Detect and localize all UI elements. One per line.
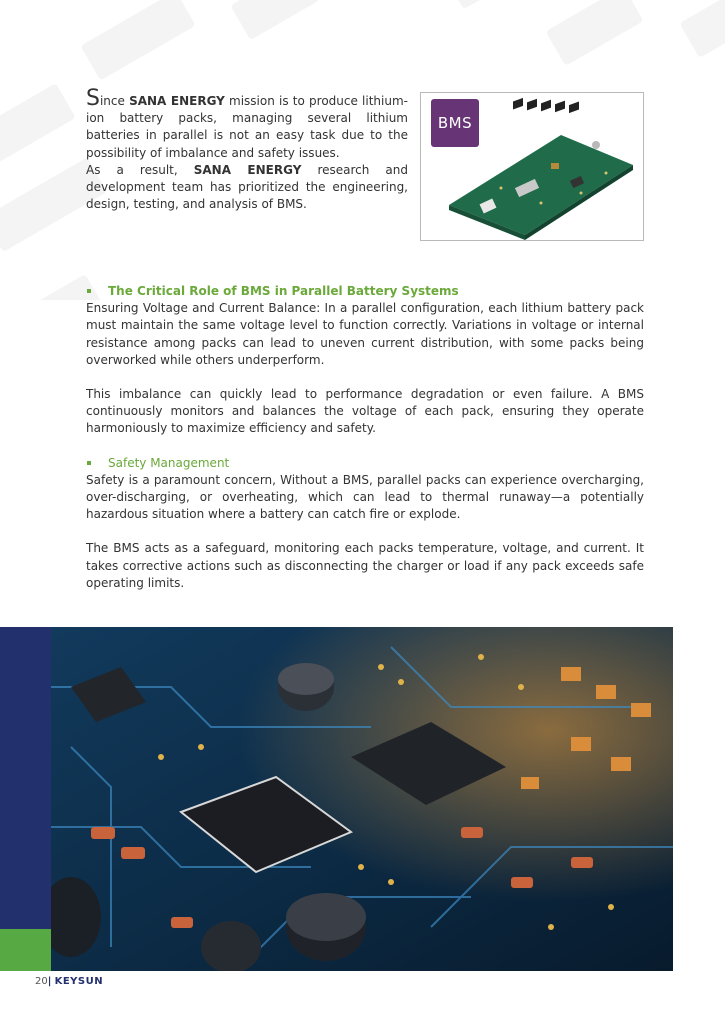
paragraph: Safety is a paramount concern, Without a BMS, parallel packs can experience overcharging, over-discharging, or overheating, which can lead to thermal runaway—a potentially hazardous situation where a battery can catch fire or explode.: [86, 472, 644, 522]
section-heading-bms-role: [86, 283, 644, 300]
paragraph: The BMS acts as a safeguard, monitoring each packs temperature, voltage, and current. It takes corrective actions such as disconnecting the charger or load if any pack exceeds safe operating limits.: [86, 541, 644, 590]
side-bar-green: [0, 929, 51, 971]
company-name: SANA ENERGY: [129, 94, 225, 108]
body-content: [86, 283, 644, 592]
intro-text: As a result,: [86, 162, 194, 177]
section-heading-safety: [86, 455, 644, 472]
intro-text: ince: [99, 94, 130, 108]
page-footer: [35, 976, 103, 987]
heading-text: The Critical Role of BMS in Parallel Battery Systems: [108, 284, 459, 298]
bullet-icon: [87, 289, 91, 293]
intro-paragraph: [86, 86, 408, 213]
intro-text: mission is to produce lithium-ion battery packs, managing several lithium batteries in parallel is not an easy task due to the possibility of imbalance and safety issues.: [86, 94, 408, 160]
circuit-board-photo: [51, 627, 673, 971]
bms-badge: BMS: [431, 99, 479, 147]
side-bar-blue: [0, 627, 51, 929]
dropcap: S: [86, 86, 100, 111]
intro-text: research and development team has prioritized the engineering, design, testing, and analysis of BMS.: [86, 162, 408, 212]
footer-separator: |: [47, 976, 52, 987]
heading-text: Safety Management: [108, 455, 230, 470]
brand-name: KEYSUN: [54, 976, 104, 987]
bullet-icon: [87, 461, 91, 465]
bms-figure: [420, 92, 644, 241]
page-number: 20: [35, 976, 48, 987]
company-name: SANA ENERGY: [193, 162, 302, 177]
paragraph: This imbalance can quickly lead to performance degradation or even failure. A BMS continuously monitors and balances the voltage of each pack, ensuring they operate harmoniously to maximize efficiency and safety.: [86, 387, 644, 436]
paragraph: Ensuring Voltage and Current Balance: In a parallel configuration, each lithium battery pack must maintain the same voltage level to function correctly. Variations in voltage or internal resistance among packs can lead to uneven current distribution, with some packs being overworked while others underperform.: [86, 301, 644, 367]
